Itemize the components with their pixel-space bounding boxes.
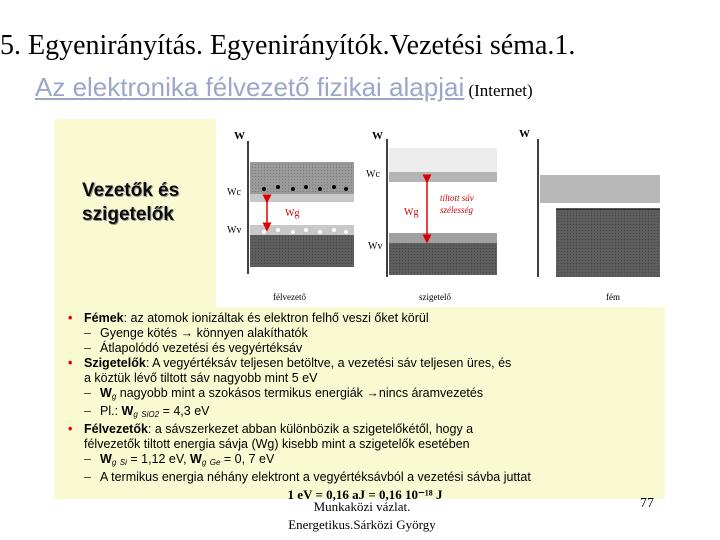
source-link[interactable]: Az elektronika félvezető fizikai alapjai	[35, 72, 465, 102]
diagram-area	[54, 119, 665, 307]
footer-line-1: Munkaközi vázlat.	[313, 499, 411, 514]
list-item: a köztük lévő tiltott sáv nagyobb mint 5 eV	[84, 371, 318, 385]
list-item: – A termikus energia néhány elektront a vegyértéksávból a vezetési sávba juttat	[84, 470, 531, 484]
insulator-wv-label: Wv	[368, 241, 383, 252]
slide-image	[54, 119, 665, 502]
gap-label-line-1: tiltott sáv	[440, 193, 474, 203]
semiconductor-w-label: W	[234, 130, 245, 142]
semiconductor-wv-label: Wv	[227, 225, 242, 236]
list-item: – $W_g$ $_{Si}$ = 1,12 eV, $W_g$ $_{Ge}$ = 0, 7 eV	[84, 452, 275, 467]
subtitle-line	[35, 72, 533, 103]
energy-conversion-formula: 1 eV = 0,16 aJ = 0,16 10⁻¹⁸ J	[287, 487, 443, 502]
semiconductor-valence-edge	[250, 225, 354, 235]
list-item: • Szigetelők: A vegyértéksáv teljesen betöltve, a vezetési sáv teljesen üres, és	[68, 356, 512, 370]
metal-caption: fém	[606, 292, 620, 302]
heading-line-1: Vezetők és	[82, 180, 180, 201]
insulator-conduction-band	[389, 172, 497, 182]
list-item: félvezetők tiltott energia sávja (Wg) kisebb mint a szigetelők esetében	[84, 437, 470, 451]
list-item: – Gyenge kötés → könnyen alakíthatók	[84, 326, 308, 340]
metal-upper-band	[540, 175, 660, 203]
list-item: – Pl.: $W_g$ $_{SiO2}$ = 4,3 eV	[84, 404, 210, 419]
source-suffix: (Internet)	[464, 81, 533, 100]
insulator-diagram	[366, 130, 497, 302]
semiconductor-conduction-edge	[250, 194, 354, 202]
metal-lower-band	[556, 209, 660, 277]
insulator-w-label: W	[372, 130, 383, 142]
page-number: 77	[640, 496, 654, 511]
semiconductor-caption: félvezető	[273, 292, 306, 302]
insulator-valence-band	[389, 243, 497, 275]
bullet-list	[68, 311, 662, 502]
metal-w-label: W	[519, 128, 530, 140]
semiconductor-valence-band	[250, 235, 354, 267]
insulator-wc-label: Wc	[366, 169, 380, 180]
footer-author	[282, 498, 442, 534]
metal-diagram	[519, 128, 660, 302]
list-item: – Átlapolódó vezetési és vegyértéksáv	[84, 341, 303, 355]
insulator-conduction-top	[389, 148, 497, 172]
semiconductor-wc-label: Wc	[227, 187, 241, 198]
semiconductor-wg-label: Wg	[285, 208, 300, 219]
list-item: • Fémek: az atomok ionizáltak és elektron felhő veszi őket körül	[68, 311, 429, 325]
list-item: • Félvezetők: a sávszerkezet abban különbözik a szigetelőkétől, hogy a	[68, 422, 474, 436]
heading-line-2: szigetelők	[82, 204, 174, 225]
gap-label-line-2: szélesség	[440, 205, 473, 215]
list-item: – $W_g$ nagyobb mint a szokásos termikus energiák →nincs áramvezetés	[84, 386, 484, 401]
slide-title: 5. Egyenirányítás. Egyenirányítók.Vezetési séma.1.	[0, 30, 576, 61]
footer-line-2: Energetikus.Sárközi György	[288, 517, 436, 532]
insulator-wg-label: Wg	[404, 207, 419, 218]
semiconductor-diagram	[227, 130, 354, 302]
band-diagram	[54, 119, 665, 307]
insulator-valence-edge	[389, 233, 497, 243]
insulator-caption: szigetelő	[419, 292, 451, 302]
